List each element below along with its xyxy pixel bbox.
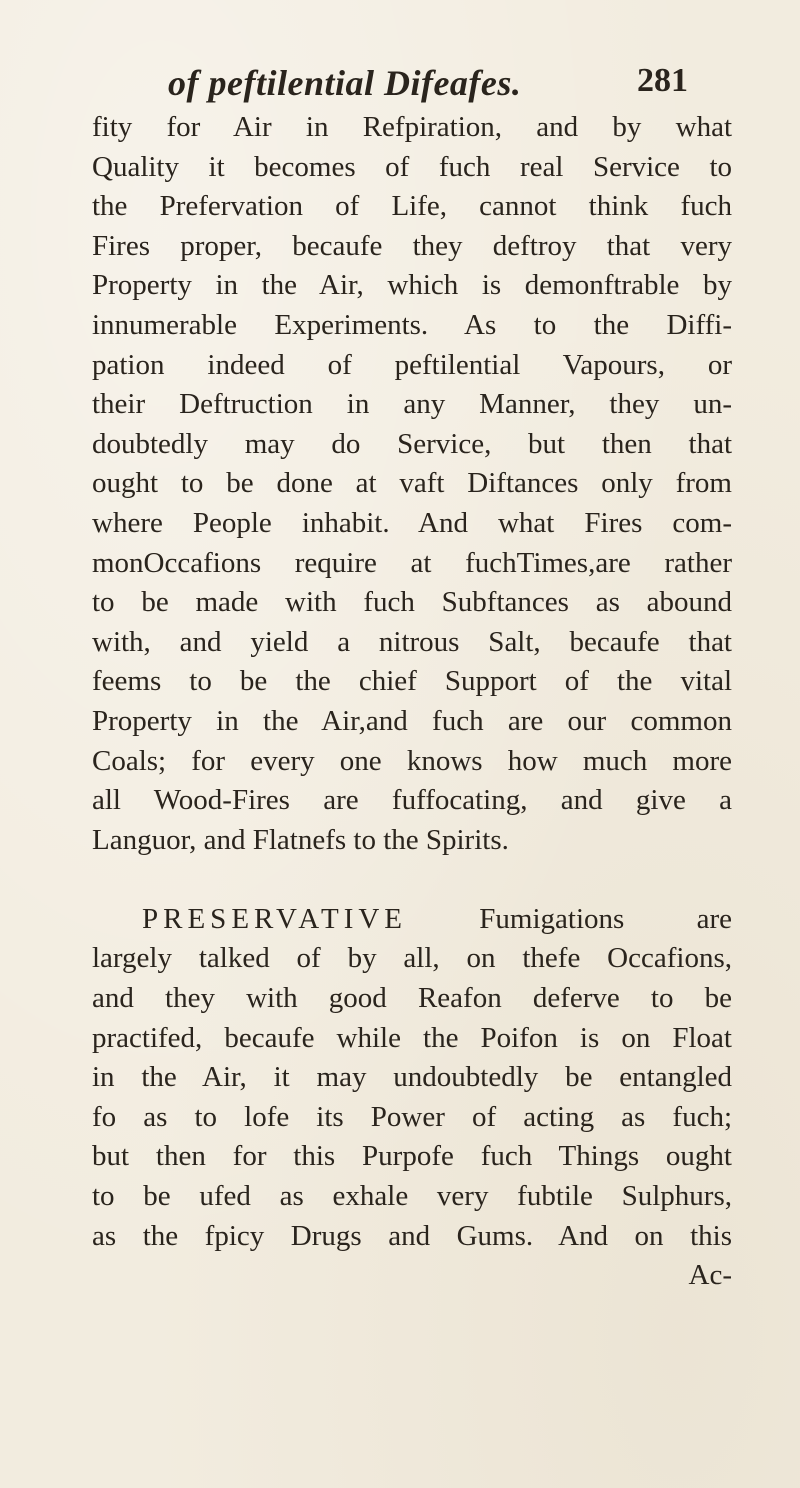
text-line: Quality it becomes of fuch real Service to [92, 150, 732, 183]
text-line: but then for this Purpofe fuch Things ought [92, 1140, 732, 1173]
text-line: to be made with fuch Subftances as abound [92, 586, 732, 619]
body-text [92, 108, 732, 1296]
text-line: fity for Air in Refpiration, and by what [92, 111, 732, 143]
paragraph-lead-word: PRESERVATIVE [142, 902, 408, 935]
text-line: innumerable Experiments. As to the Diffi- [92, 308, 732, 341]
text-line: as the fpicy Drugs and Gums. And on this [92, 1219, 732, 1252]
text-line: Fires proper, becaufe they deftroy that very [92, 229, 732, 262]
page-header [168, 62, 688, 110]
text-line: ought to be done at vaft Diftances only from [92, 467, 732, 500]
text-line: Languor, and Flatnefs to the Spirits. [92, 823, 509, 856]
opening-line-rest: Fumigations are [479, 902, 732, 935]
text-line: practifed, becaufe while the Poifon is on Float [92, 1021, 732, 1054]
paragraph-gap [92, 860, 732, 900]
text-line: all Wood-Fires are fuffocating, and give a [92, 784, 732, 817]
text-line: pation indeed of peftilential Vapours, or [92, 348, 732, 381]
text-line: their Deftruction in any Manner, they un- [92, 388, 732, 421]
text-line: where People inhabit. And what Fires com- [92, 506, 732, 539]
text-line: monOccafions require at fuchTimes,are rather [92, 546, 732, 579]
catchword: Ac- [688, 1259, 732, 1292]
text-line: doubtedly may do Service, but then that [92, 427, 732, 460]
text-line: with, and yield a nitrous Salt, becaufe that [92, 625, 732, 658]
page-number: 281 [637, 62, 688, 99]
text-line: in the Air, it may undoubtedly be entangled [92, 1061, 732, 1094]
text-line: the Prefervation of Life, cannot think fuch [92, 190, 732, 223]
paragraph-opening-line [92, 900, 732, 940]
text-line: feems to be the chief Support of the vital [92, 665, 732, 698]
text-line: and they with good Reafon deferve to be [92, 982, 732, 1015]
text-line: fo as to lofe its Power of acting as fuch; [92, 1100, 732, 1133]
text-line: to be ufed as exhale very fubtile Sulphurs, [92, 1180, 732, 1213]
text-line: Property in the Air, which is demonftrable by [92, 269, 732, 302]
text-line: Coals; for every one knows how much more [92, 744, 732, 777]
text-line: Property in the Air,and fuch are our common [92, 704, 732, 737]
running-title: of peftilential Difeafes. [168, 63, 522, 103]
text-line: largely talked of by all, on thefe Occafions, [92, 942, 732, 975]
